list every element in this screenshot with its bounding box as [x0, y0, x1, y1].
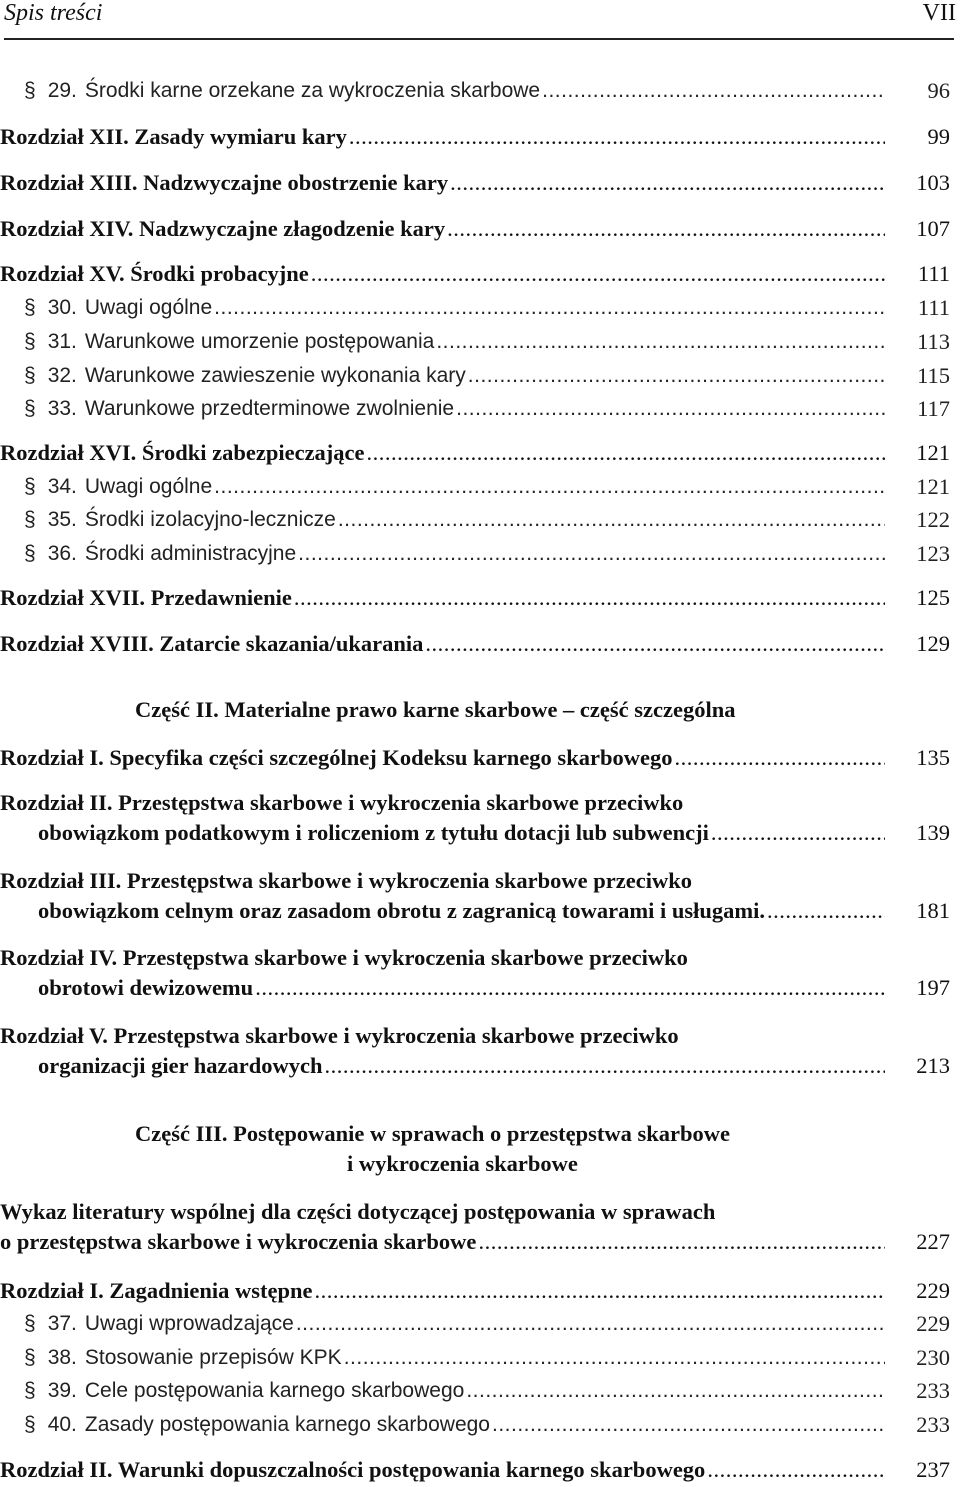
- entry-line-2: [0, 896, 885, 926]
- entry-lines: [0, 214, 885, 244]
- entry-line: [0, 214, 885, 244]
- section-title: Uwagi ogólne: [84, 296, 213, 319]
- page-number: 115: [917, 363, 950, 388]
- dot-leader: [344, 1343, 885, 1373]
- page-number: 113: [917, 329, 950, 354]
- dot-leader: [296, 1309, 885, 1339]
- chapter-title: Wykaz literatury wspólnej dla części dotyczącej postępowania w sprawach: [0, 1199, 716, 1224]
- toc-section-entry[interactable]: [0, 327, 960, 357]
- section-mark: §: [24, 1312, 36, 1335]
- section-number: 33.: [47, 397, 77, 420]
- toc-section-entry[interactable]: [0, 1376, 960, 1406]
- page-number: 111: [917, 261, 950, 286]
- entry-title: [24, 472, 212, 502]
- entry-lines: [0, 1309, 885, 1339]
- toc-chapter-entry[interactable]: [0, 1021, 960, 1081]
- chapter-title: Rozdział I. Specyfika części szczególnej Kodeksu karnego skarbowego: [0, 745, 673, 770]
- page-number: 122: [916, 507, 950, 532]
- chapter-title: Rozdział XVII. Przedawnienie: [0, 585, 292, 610]
- section-mark: §: [24, 1346, 36, 1369]
- entry-line: [0, 438, 885, 468]
- entry-lines: [0, 1021, 885, 1081]
- running-head-title: Spis treści: [4, 0, 103, 26]
- entry-lines: [0, 1276, 885, 1306]
- page-number: 233: [916, 1378, 950, 1403]
- entry-lines: [0, 1197, 885, 1257]
- entry-title: [24, 1376, 464, 1406]
- part-heading: i wykroczenia skarbowe: [347, 1151, 578, 1176]
- entry-lines: [0, 943, 885, 1003]
- section-title: Uwagi ogólne: [84, 475, 213, 498]
- toc-chapter-entry[interactable]: [0, 438, 960, 468]
- chapter-title: Rozdział III. Przestępstwa skarbowe i wykroczenia skarbowe przeciwko: [0, 868, 693, 893]
- dot-leader: [478, 1227, 885, 1257]
- toc-chapter-entry[interactable]: [0, 214, 960, 244]
- page-number: 121: [916, 440, 950, 465]
- dot-leader: [311, 259, 885, 289]
- section-number: 29.: [47, 79, 77, 102]
- entry-line: [24, 76, 885, 106]
- section-mark: §: [24, 1413, 36, 1436]
- toc-chapter-entry[interactable]: [0, 743, 960, 773]
- chapter-title: Rozdział I. Zagadnienia wstępne: [0, 1278, 313, 1303]
- chapter-title: Rozdział II. Przestępstwa skarbowe i wykroczenia skarbowe przeciwko: [0, 790, 684, 815]
- entry-line: [24, 1376, 885, 1406]
- page-folio: VII: [922, 0, 956, 26]
- section-number: 32.: [47, 364, 77, 387]
- page-number: 103: [916, 170, 950, 195]
- entry-title: [24, 1410, 490, 1440]
- toc-section-entry[interactable]: [0, 394, 960, 424]
- entry-lines: [0, 1343, 885, 1373]
- dot-leader: [436, 327, 885, 357]
- toc-section-entry[interactable]: [0, 361, 960, 391]
- section-number: 37.: [47, 1312, 77, 1335]
- page-number: 229: [916, 1311, 950, 1336]
- section-number: 31.: [47, 330, 77, 353]
- entry-title: [24, 1309, 294, 1339]
- entry-line: [24, 327, 885, 357]
- page-number: 117: [917, 396, 950, 421]
- toc-section-entry[interactable]: [0, 472, 960, 502]
- entry-line: [0, 168, 885, 198]
- toc-section-entry[interactable]: [0, 1410, 960, 1440]
- page-number: 125: [916, 585, 950, 610]
- dot-leader: [456, 394, 885, 424]
- entry-line-2: [0, 1227, 885, 1257]
- chapter-title: Rozdział XIII. Nadzwyczajne obostrzenie kary: [0, 170, 449, 195]
- page-number: 129: [916, 631, 950, 656]
- entry-line-2: [0, 973, 885, 1003]
- page-number: 181: [916, 898, 950, 923]
- page-number: 107: [916, 216, 950, 241]
- entry-line: [0, 1276, 885, 1306]
- chapter-title: Rozdział XVIII. Zatarcie skazania/ukarania: [0, 631, 424, 656]
- entry-lines: [0, 76, 885, 106]
- entry-lines: [0, 539, 885, 569]
- chapter-title: Rozdział XVI. Środki zabezpieczające: [0, 440, 365, 465]
- entry-lines: [0, 1455, 885, 1485]
- toc-section-entry[interactable]: [0, 1343, 960, 1373]
- entry-line-1: [0, 788, 885, 818]
- entry-line: [0, 1455, 885, 1485]
- entry-line-2: [0, 818, 885, 848]
- entry-line: [24, 394, 885, 424]
- entry-lines: [0, 122, 885, 152]
- dot-leader: [466, 1376, 885, 1406]
- section-title: Uwagi wprowadzające: [84, 1312, 294, 1335]
- dot-leader: [338, 505, 885, 535]
- toc-chapter-entry[interactable]: [0, 943, 960, 1003]
- entry-title: [24, 394, 454, 424]
- dot-leader: [255, 973, 885, 1003]
- dot-leader: [315, 1276, 885, 1306]
- chapter-title: Rozdział II. Warunki dopuszczalności postępowania karnego skarbowego: [0, 1457, 706, 1482]
- dot-leader: [214, 472, 885, 502]
- entry-line: [24, 505, 885, 535]
- toc-chapter-entry[interactable]: [0, 583, 960, 613]
- entry-line: [24, 539, 885, 569]
- toc-chapter-entry[interactable]: [0, 1276, 960, 1306]
- section-mark: §: [24, 508, 36, 531]
- section-title: Środki administracyjne: [84, 542, 297, 565]
- toc-chapter-entry[interactable]: [0, 1455, 960, 1485]
- dot-leader: [468, 361, 885, 391]
- page-number: 135: [916, 745, 950, 770]
- page-number: 227: [916, 1229, 950, 1254]
- entry-lines: [0, 505, 885, 535]
- part-heading: Część III. Postępowanie w sprawach o przestępstwa skarbowe: [135, 1121, 730, 1146]
- entry-title: [24, 505, 336, 535]
- page-number: 99: [927, 124, 950, 149]
- toc-chapter-entry[interactable]: [0, 259, 960, 289]
- chapter-title-continued: obowiązkom celnym oraz zasadom obrotu z zagranicą towarami i usługami.: [38, 898, 766, 923]
- entry-line-2: [0, 1051, 885, 1081]
- section-title: Warunkowe przedterminowe zwolnienie: [84, 397, 455, 420]
- header-rule: [4, 38, 954, 40]
- toc-section-entry[interactable]: [0, 539, 960, 569]
- entry-line: [24, 293, 885, 323]
- toc-chapter-entry[interactable]: [0, 122, 960, 152]
- dot-leader: [447, 214, 885, 244]
- toc-section-entry[interactable]: [0, 1309, 960, 1339]
- chapter-title: Rozdział XII. Zasady wymiaru kary: [0, 124, 347, 149]
- chapter-title-continued: obowiązkom podatkowym i roliczeniom z tytułu dotacji lub subwencji: [38, 820, 709, 845]
- dot-leader: [711, 818, 885, 848]
- entry-line: [24, 1343, 885, 1373]
- dot-leader: [298, 539, 885, 569]
- entry-line-1: [0, 866, 885, 896]
- page-number: 96: [927, 78, 950, 103]
- section-title: Warunkowe umorzenie postępowania: [84, 330, 435, 353]
- toc-chapter-entry[interactable]: [0, 866, 960, 926]
- toc-section-entry[interactable]: [0, 293, 960, 323]
- dot-leader: [674, 743, 885, 773]
- section-number: 39.: [47, 1379, 77, 1402]
- entry-line-1: [0, 1197, 885, 1227]
- chapter-title-continued: organizacji gier hazardowych: [38, 1053, 323, 1078]
- entry-lines: [0, 438, 885, 468]
- entry-title: [24, 76, 540, 106]
- section-mark: §: [24, 542, 36, 565]
- running-head: [0, 0, 960, 34]
- section-mark: §: [24, 1379, 36, 1402]
- dot-leader: [542, 76, 885, 106]
- chapter-title: Rozdział IV. Przestępstwa skarbowe i wykroczenia skarbowe przeciwko: [0, 945, 688, 970]
- dot-leader: [450, 168, 885, 198]
- entry-title: [24, 293, 212, 323]
- toc-section-entry[interactable]: [0, 76, 960, 106]
- section-title: Środki izolacyjno-lecznicze: [84, 508, 336, 531]
- entry-lines: [0, 1376, 885, 1406]
- entry-lines: [0, 788, 885, 848]
- chapter-title: Rozdział XV. Środki probacyjne: [0, 261, 309, 286]
- toc-chapter-entry[interactable]: [0, 168, 960, 198]
- page-number: 111: [917, 295, 950, 320]
- page-number: 213: [916, 1053, 950, 1078]
- chapter-title: Rozdział XIV. Nadzwyczajne złagodzenie kary: [0, 216, 446, 241]
- dot-leader: [349, 122, 885, 152]
- dot-leader: [294, 583, 885, 613]
- section-mark: §: [24, 364, 36, 387]
- entry-line: [0, 259, 885, 289]
- entry-lines: [0, 1410, 885, 1440]
- entry-line: [24, 1410, 885, 1440]
- page-number: 229: [916, 1278, 950, 1303]
- page-number: 121: [916, 474, 950, 499]
- entry-lines: [0, 866, 885, 926]
- section-mark: §: [24, 397, 36, 420]
- entry-title: [24, 539, 296, 569]
- page-number: 237: [916, 1457, 950, 1482]
- section-mark: §: [24, 296, 36, 319]
- section-number: 36.: [47, 542, 77, 565]
- entry-lines: [0, 629, 885, 659]
- toc-chapter-entry[interactable]: [0, 788, 960, 848]
- page-number: 230: [916, 1345, 950, 1370]
- dot-leader: [492, 1410, 885, 1440]
- entry-lines: [0, 259, 885, 289]
- dot-leader: [425, 629, 885, 659]
- entry-lines: [0, 472, 885, 502]
- dot-leader: [214, 293, 885, 323]
- entry-lines: [0, 743, 885, 773]
- entry-line: [24, 361, 885, 391]
- entry-line-1: [0, 1021, 885, 1051]
- section-number: 40.: [47, 1413, 77, 1436]
- entry-lines: [0, 293, 885, 323]
- entry-title: [24, 327, 434, 357]
- section-mark: §: [24, 79, 36, 102]
- entry-lines: [0, 394, 885, 424]
- dot-leader: [767, 896, 885, 926]
- entry-title: [24, 1343, 342, 1373]
- chapter-title: Rozdział V. Przestępstwa skarbowe i wykroczenia skarbowe przeciwko: [0, 1023, 679, 1048]
- section-title: Cele postępowania karnego skarbowego: [84, 1379, 465, 1402]
- section-number: 38.: [47, 1346, 77, 1369]
- entry-line: [0, 743, 885, 773]
- section-title: Warunkowe zawieszenie wykonania kary: [84, 364, 466, 387]
- toc-chapter-entry[interactable]: [0, 1197, 960, 1257]
- page-number: 139: [916, 820, 950, 845]
- entry-lines: [0, 583, 885, 613]
- section-mark: §: [24, 330, 36, 353]
- entry-line: [24, 472, 885, 502]
- section-mark: §: [24, 475, 36, 498]
- entry-line: [0, 122, 885, 152]
- page-number: 197: [916, 975, 950, 1000]
- entry-lines: [0, 361, 885, 391]
- dot-leader: [325, 1051, 885, 1081]
- dot-leader: [707, 1455, 885, 1485]
- section-title: Stosowanie przepisów KPK: [84, 1346, 342, 1369]
- entry-line: [0, 629, 885, 659]
- part-heading: Część II. Materialne prawo karne skarbowe – część szczególna: [135, 697, 736, 722]
- entry-line: [24, 1309, 885, 1339]
- chapter-title-continued: o przestępstwa skarbowe i wykroczenia skarbowe: [0, 1229, 477, 1254]
- section-title: Środki karne orzekane za wykroczenia skarbowe: [84, 79, 541, 102]
- chapter-title-continued: obrotowi dewizowemu: [38, 975, 254, 1000]
- section-number: 35.: [47, 508, 77, 531]
- entry-line: [0, 583, 885, 613]
- dot-leader: [367, 438, 885, 468]
- section-title: Zasady postępowania karnego skarbowego: [84, 1413, 490, 1436]
- page-number: 123: [916, 541, 950, 566]
- toc-chapter-entry[interactable]: [0, 629, 960, 659]
- entry-line-1: [0, 943, 885, 973]
- toc-section-entry[interactable]: [0, 505, 960, 535]
- entry-title: [24, 361, 466, 391]
- entry-lines: [0, 168, 885, 198]
- page-number: 233: [916, 1412, 950, 1437]
- entry-lines: [0, 327, 885, 357]
- section-number: 34.: [47, 475, 77, 498]
- section-number: 30.: [47, 296, 77, 319]
